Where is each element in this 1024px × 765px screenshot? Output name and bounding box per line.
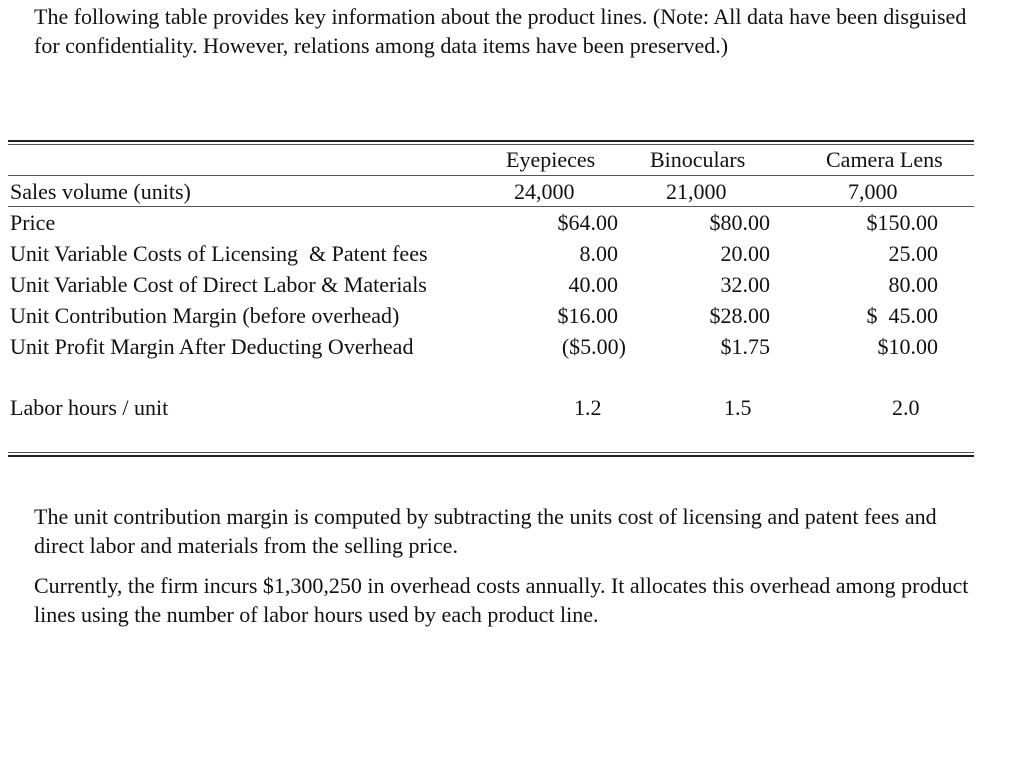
licensing-eyepieces: 8.00 [579, 241, 618, 266]
header-rule [8, 175, 974, 176]
volume-rule [8, 206, 974, 207]
labor-materials-eyepieces: 40.00 [568, 272, 618, 297]
table-bottom-rule-inner [8, 452, 974, 453]
table-bottom-rule [8, 455, 974, 457]
table-top-rule-inner [8, 144, 974, 145]
contribution-margin-note: The unit contribution margin is computed by subtracting the units cost of licensing and patent fees and direct labor and materials from the selling price. [34, 504, 937, 558]
labor-hours-eyepieces: 1.2 [574, 395, 602, 420]
price-eyepieces: $64.00 [557, 210, 618, 235]
header-camera-lens: Camera Lens [826, 147, 943, 172]
header-eyepieces: Eyepieces [506, 147, 596, 172]
price-camera-lens: $150.00 [866, 210, 938, 235]
row-label-profit-margin: Unit Profit Margin After Deducting Overhead [10, 334, 414, 359]
volume-binoculars: 21,000 [666, 179, 727, 204]
table-top-rule [8, 140, 974, 142]
contribution-camera-lens: $ 45.00 [866, 303, 938, 328]
licensing-binoculars: 20.00 [720, 241, 770, 266]
profit-camera-lens: $10.00 [877, 334, 938, 359]
labor-materials-binoculars: 32.00 [720, 272, 770, 297]
price-binoculars: $80.00 [709, 210, 770, 235]
intro-paragraph: The following table provides key information about the product lines. (Note: All data have been disguised for confidentiality. However, relations among data items have been preserved.) [34, 4, 967, 58]
volume-camera-lens: 7,000 [848, 179, 898, 204]
row-label-sales-volume: Sales volume (units) [10, 179, 191, 204]
contribution-binoculars: $28.00 [709, 303, 770, 328]
row-label-labor-hours: Labor hours / unit [10, 395, 169, 420]
row-label-price: Price [10, 210, 56, 235]
header-binoculars: Binoculars [650, 147, 746, 172]
profit-eyepieces: ($5.00) [561, 334, 626, 359]
row-label-licensing: Unit Variable Costs of Licensing & Patent fees [10, 241, 428, 266]
labor-hours-camera-lens: 2.0 [892, 395, 920, 420]
row-label-labor-materials: Unit Variable Cost of Direct Labor & Materials [10, 272, 427, 297]
licensing-camera-lens: 25.00 [888, 241, 938, 266]
overhead-note: Currently, the firm incurs $1,300,250 in overhead costs annually. It allocates this overhead among product lines using the number of labor hours used by each product line. [34, 573, 969, 627]
profit-binoculars: $1.75 [720, 334, 770, 359]
row-label-contribution-margin: Unit Contribution Margin (before overhead) [10, 303, 400, 328]
labor-materials-camera-lens: 80.00 [888, 272, 938, 297]
contribution-eyepieces: $16.00 [557, 303, 618, 328]
volume-eyepieces: 24,000 [514, 179, 575, 204]
labor-hours-binoculars: 1.5 [724, 395, 752, 420]
